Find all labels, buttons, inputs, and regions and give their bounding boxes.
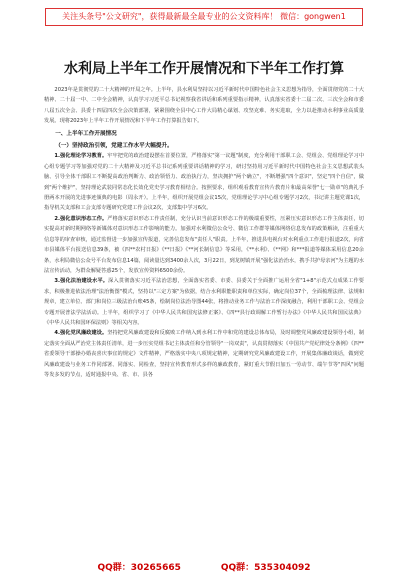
section-heading: 一、上半年工作开展情况 — [55, 130, 117, 137]
promo-banner-text — [45, 8, 363, 26]
page-title: 水利局上半年工作开展情况和下半年工作打算 — [64, 61, 344, 77]
header-banner — [0, 0, 408, 34]
paragraph-1-lead: 1.强化理论学习教育。 — [54, 153, 108, 160]
footer — [0, 560, 408, 573]
paragraph-3-lead: 3.强化法治建设水平。 — [54, 278, 109, 285]
paragraph-3 — [44, 276, 364, 328]
paragraph-4-lead: 4.强化党风廉政建设。 — [54, 330, 108, 337]
paragraph-4 — [44, 328, 364, 380]
paragraph-1-text: 牢牢把党的政治建设摆在首要位置，严格落实"第一议题"制度，充分利用干部职工会、党组会、党组理论学习中心组专题学习等加强对党的二十大精神及习近平总书记系列重要讲话精神的学习，研讨坚持用习近平新时代中国特色社会主义思想武装头脑、引导全体干部职工不断提高政治判断力、政治领悟力、政治执行力，坚决拥护"两个确立"，不断增强"四个意识"，坚定"四个自信"，做到"两个维护"，坚持理论武装同常态化长效化党史学习教育相结合。按照要求，组织观看教育宣传片教育片和最高荣誉"七一勋章"的典礼手册两本开展的先进事迹颁典的电影（周永开）。上半年，组织开展党组会议15次，党组理论学习中心组专题学习2次，书记讲主题党课1次，指导机关支部和工会支部专题研究党建工作会议2次，支部集中学习6次。 — [44, 153, 364, 212]
document-body — [44, 85, 364, 380]
paragraph-2-text: 严格落实意识形态工作责任制，充分认识当前意识形态工作的极端重要性，压紧压实意识形态工作主体责任，切实提高对新时期网络等新媒体对意识形态工作影响的能力。加强对水利微信公众号、微信工作群等媒体网络信息发布的政策解读，注重重大信息等的审查审核，通过监督进一步加强宣传报道，完善信息发布"责任人"职责。上半年，推进县电视台对水利重点工作进行报道2次，向省市县媒体平台报送信息39条，被《四**农村日报》《**日报》《**河长制信息》等采用，《**水利》、《**网》和***报道等媒体采用信息20余条，水利局微信公众号平台发布信息14篇，阅读量达到3400余人次，3月22日，到龙树镇开展"强化法治治水，携手共护母亲河"为主题的水法宣传活动，为群众解疑答惑25个，发放宣传资料6500余份。 — [44, 215, 364, 274]
paragraph-2 — [44, 214, 364, 276]
intro-paragraph: 2023年是贯彻党的二十大精神的开局之年。上半年，县水利局坚持以习近平新时代中国特色社会主义思想为指导，全面贯彻党的二十大精神、二十届一中、二中全会精神，认真学习习近平总书记视察我省讲话和系列重要指示精神，认真落实省委十二届二次、三次全会和市委八届五次全会、县委十四届四次全会决策部署，紧紧围绕全县中心工作大局精心谋划、攻坚克难、务实进取，全力以赴推动水利事业高质量发展。现将2023年上半年工作开展情况和下半年工作打算报告如下。 — [44, 87, 364, 125]
paragraph-3-text: 深入贯彻落实习近平法治思想，全面落实省委、市委、县委关于全面推广运用全省"1+8"示范式点成果工作要求，积极推进依法治理"法治衡图"模式，坚持以"三定方案"为依据，结合水利职能职责和单位实际，确定岗位37个，全面梳理法律、法规和规章，建立单位、部门和岗位三级法治台账45条，绘制岗位法治导图44张，将推动业务工作与法治工作深度融合，利用干部职工会、党组会专题开展普法学法活动。上半年，组织学习了《中华人民共和国宪法修正案》、《四**县行政调解工作暂行办法》《中华人民共和国民法典》《中华人民共和国环保法则》等相关内容。 — [44, 278, 364, 326]
banner-line: 关注头条号"公文研究"，获得最新最全最专业的公文资料库！ 微信：gongwen1 — [62, 11, 346, 21]
footer-qq-group-2: QQ群：535304092 — [220, 563, 311, 573]
paragraph-2-lead: 2.强化意识形态工作。 — [54, 215, 108, 222]
footer-qq-group-1: QQ群：30265665 — [97, 563, 181, 573]
paragraph-1 — [44, 151, 364, 213]
paragraph-4-text: 坚持把党风廉政建设和反腐败工作纳入到水利工作中和党的建设总体布局，及时调整党风廉政建设领导小组，制定落实全面从严治党主体责任清单，进一步压实党组书记主体责任和分管领导"一岗双责"，认真贯彻落实《中国共产党纪律处分条例》《四**省委领导干部操办婚丧喜庆事宜的规定》文件精神，严格落实中央八项规定精神，定期研究党风廉政建设工作，开展集体廉政谈话，做到党风廉政建设与业务工作同部署、同落实、同检查，坚持宣传教育形式多样的廉政教育，紧盯重大节假日加五一劳动节、端午节等"四风"问题等发多发的节点，适时通报中央、省、市、县各 — [44, 330, 364, 378]
subsection-heading: （一）坚持政治引领，党建工作水平大幅提升。 — [55, 143, 173, 150]
